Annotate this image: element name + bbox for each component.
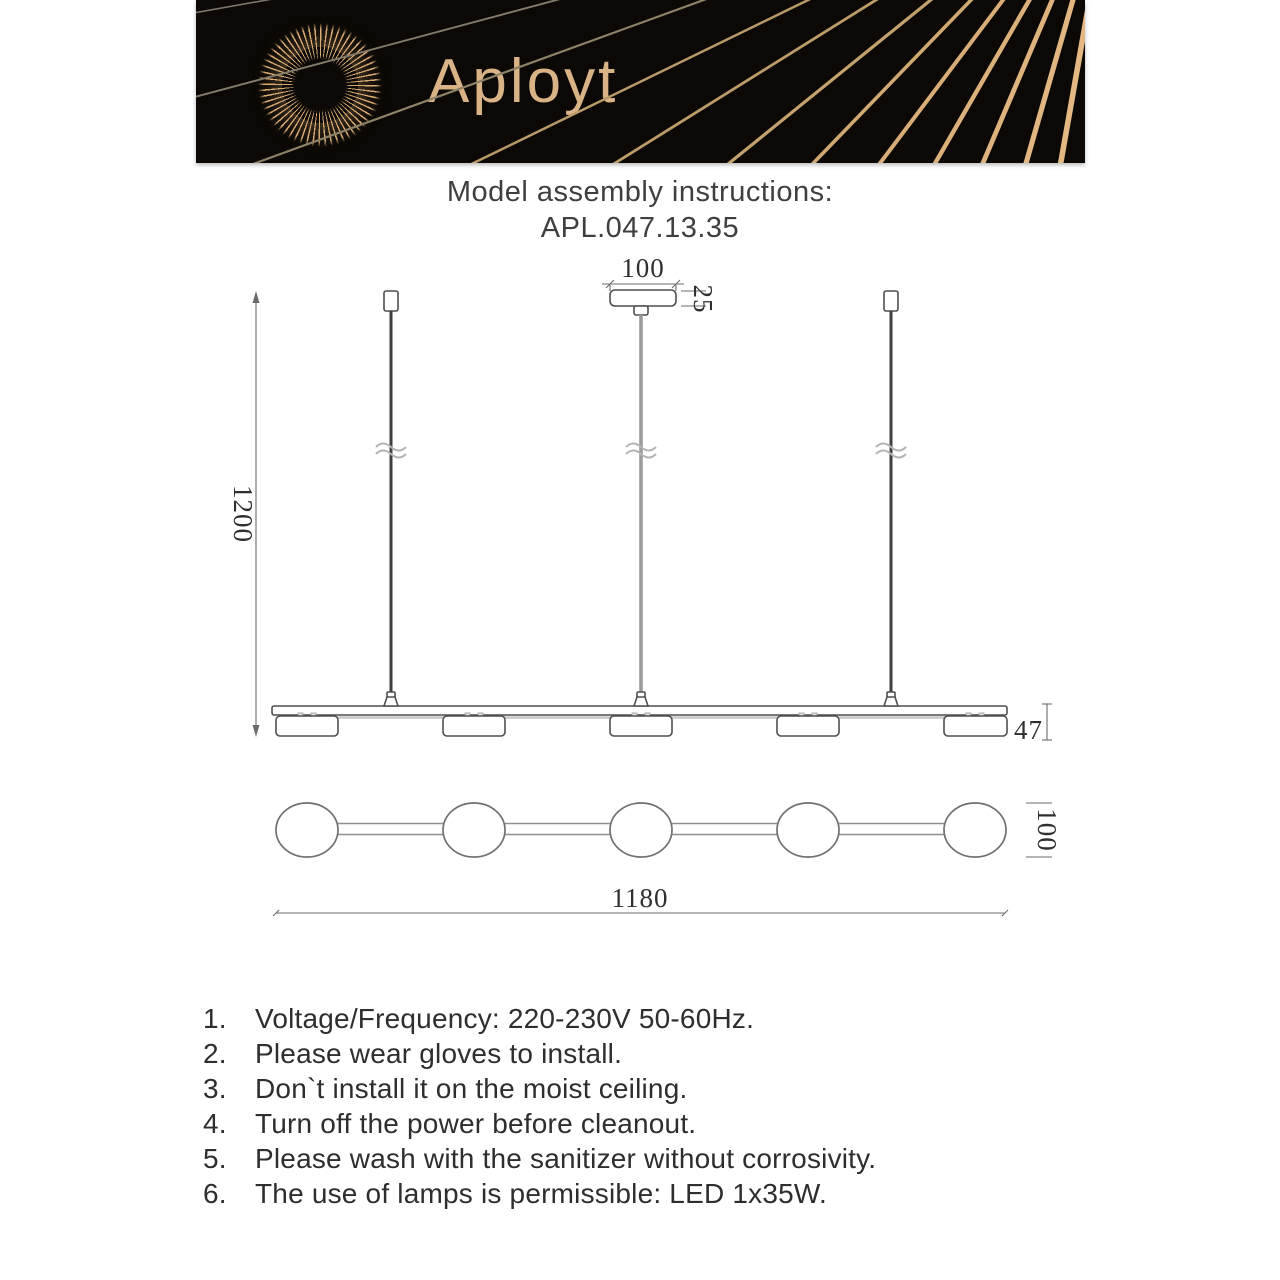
item-text: Please wash with the sanitizer without corrosivity. bbox=[255, 1143, 877, 1174]
suspension-cords bbox=[376, 291, 906, 697]
dim-fixture-height bbox=[1014, 704, 1052, 745]
svg-text:100: 100 bbox=[621, 253, 665, 283]
svg-text:100: 100 bbox=[1032, 808, 1062, 852]
item-text: Voltage/Frequency: 220-230V 50-60Hz. bbox=[255, 1003, 755, 1034]
svg-text:1200: 1200 bbox=[228, 485, 258, 543]
brand-logo-text: Aployt bbox=[428, 47, 619, 116]
svg-text:1180: 1180 bbox=[611, 883, 669, 913]
item-number: 2. bbox=[203, 1038, 227, 1069]
item-number: 3. bbox=[203, 1073, 227, 1104]
list-item bbox=[203, 1073, 1103, 1108]
dim-canopy-height bbox=[681, 285, 718, 314]
dim-canopy-width bbox=[602, 253, 684, 291]
item-number: 6. bbox=[203, 1178, 227, 1209]
item-number: 5. bbox=[203, 1143, 227, 1174]
item-text: The use of lamps is permissible: LED 1x35W. bbox=[255, 1178, 827, 1209]
item-number: 4. bbox=[203, 1108, 227, 1139]
dim-overall-length bbox=[273, 883, 1008, 916]
model-number: APL.047.13.35 bbox=[540, 212, 740, 244]
list-item bbox=[203, 1003, 1103, 1038]
bottom-view bbox=[276, 803, 1006, 857]
list-item bbox=[203, 1178, 1103, 1213]
item-text: Please wear gloves to install. bbox=[255, 1038, 623, 1069]
instructions-list bbox=[203, 1003, 1103, 1213]
cord-fitting bbox=[384, 692, 898, 706]
page-title: Model assembly instructions: bbox=[446, 176, 834, 208]
list-item bbox=[203, 1143, 1103, 1178]
dim-shade-diameter bbox=[1026, 803, 1062, 857]
item-text: Turn off the power before cleanout. bbox=[255, 1108, 697, 1139]
item-text: Don`t install it on the moist ceiling. bbox=[255, 1073, 688, 1104]
item-number: 1. bbox=[203, 1003, 227, 1034]
dim-drop-height bbox=[228, 291, 260, 737]
svg-text:47: 47 bbox=[1014, 715, 1043, 745]
rail-side-view bbox=[272, 692, 1007, 736]
ceiling-canopy bbox=[610, 290, 676, 315]
list-item bbox=[203, 1038, 1103, 1073]
svg-text:25: 25 bbox=[688, 284, 718, 314]
list-item bbox=[203, 1108, 1103, 1143]
